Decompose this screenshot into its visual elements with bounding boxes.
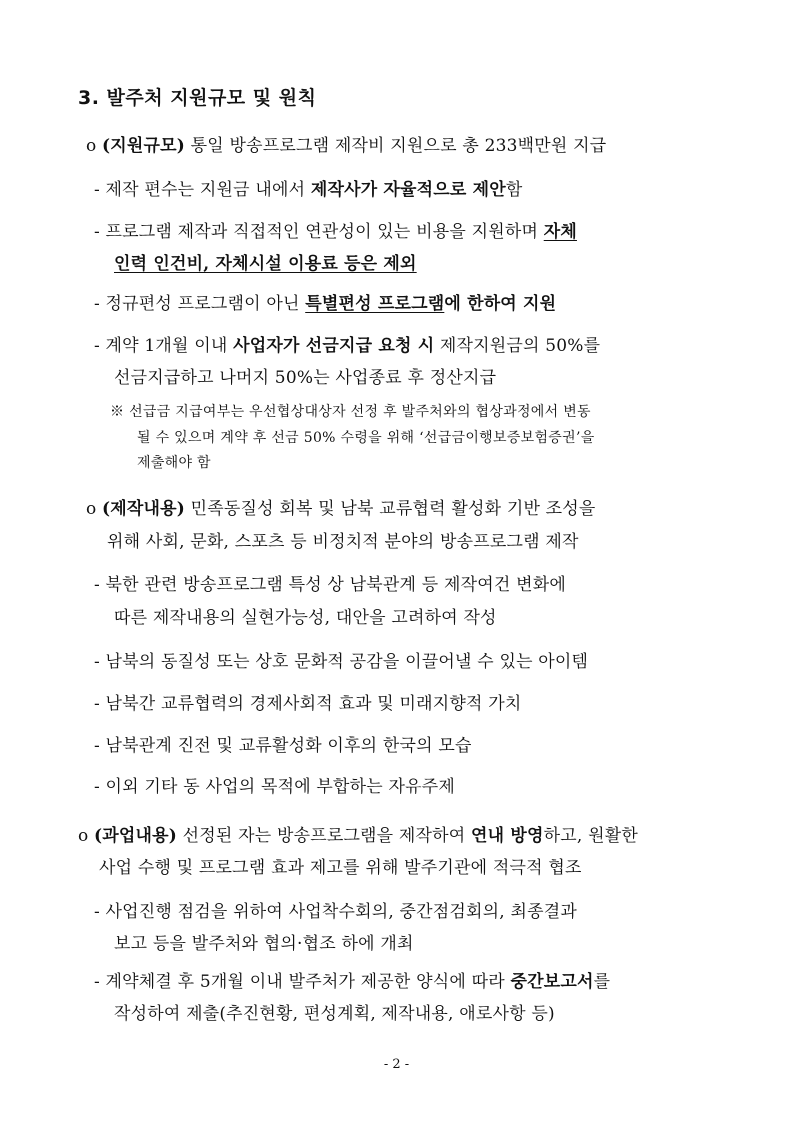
support-scale-bullet-4-cont: 선금지급하고 나머지 50%는 사업종료 후 정산지급	[114, 368, 497, 388]
support-scale-bullet-2	[94, 217, 577, 242]
production-content-bullet-1-cont: 따른 제작내용의 실현가능성, 대안을 고려하여 작성	[114, 608, 497, 628]
dash: -	[94, 652, 100, 672]
bullet-text: 제작 편수는 지원금 내에서	[99, 180, 311, 200]
bullet-text: 프로그램 제작과 직접적인 연관성이 있는 비용을 지원하며	[99, 222, 544, 242]
dash: -	[94, 972, 100, 992]
bullet-text: 계약 1개월 이내	[99, 336, 234, 356]
item-text: 선정된 자는 방송프로그램을 제작하여	[177, 826, 472, 846]
production-content-bullet-4	[94, 731, 472, 756]
task-content-bullet-1-cont: 보고 등을 발주처와 협의·협조 하에 개최	[114, 934, 414, 954]
bullet-text-tail: 제작지원금의 50%를	[434, 336, 601, 356]
bullet-marker: o	[86, 499, 97, 519]
dash: -	[94, 294, 100, 314]
dash: -	[94, 336, 100, 356]
production-content-bullet-2	[94, 647, 588, 672]
dash: -	[94, 902, 100, 922]
production-content-bullet-1	[94, 570, 566, 595]
production-content-item-cont: 위해 사회, 문화, 스포츠 등 비정치적 분야의 방송프로그램 제작	[107, 532, 579, 552]
bullet-text-tail: 를	[593, 972, 611, 992]
production-content-bullet-3	[94, 689, 522, 714]
bullet-text: 남북의 동질성 또는 상호 문화적 공감을 이끌어낼 수 있는 아이템	[99, 652, 589, 672]
bold-text: 제작사가 자율적으로 제안	[310, 180, 506, 200]
bullet-text: 사업진행 점검을 위하여 사업착수회의, 중간점검회의, 최종결과	[99, 902, 577, 922]
dash: -	[94, 736, 100, 756]
dash: -	[94, 180, 100, 200]
task-content-bullet-2-cont: 작성하여 제출(추진현황, 편성계획, 제작내용, 애로사항 등)	[114, 1004, 555, 1024]
item-label: (제작내용)	[102, 499, 186, 519]
task-content-item	[78, 821, 638, 846]
item-label: (과업내용)	[94, 826, 178, 846]
bullet-text: 계약체결 후 5개월 이내 발주처가 제공한 양식에 따라	[99, 972, 511, 992]
underlined-bold-text: 인력 인건비, 자체시설 이용료 등은 제외	[114, 254, 417, 274]
dash: -	[94, 694, 100, 714]
support-scale-bullet-1	[94, 175, 523, 200]
bullet-marker: o	[78, 826, 89, 846]
bullet-text: 북한 관련 방송프로그램 특성 상 남북관계 등 제작여건 변화에	[99, 575, 566, 595]
bold-text: 사업자가 선금지급 요청 시	[233, 336, 435, 356]
underlined-bold-text: 특별편성 프로그램	[305, 294, 445, 314]
bullet-marker: o	[86, 136, 97, 156]
production-content-bullet-5	[94, 772, 455, 797]
support-scale-bullet-3	[94, 289, 556, 314]
item-text: 민족동질성 회복 및 남북 교류협력 활성화 기반 조성을	[185, 499, 596, 519]
dash: -	[94, 222, 100, 242]
bullet-text: 남북관계 진전 및 교류활성화 이후의 한국의 모습	[99, 736, 472, 756]
bullet-text: 이외 기타 동 사업의 목적에 부합하는 자유주제	[99, 777, 455, 797]
page-number: - 2 -	[383, 1057, 410, 1072]
task-content-item-cont: 사업 수행 및 프로그램 효과 제고를 위해 발주기관에 적극적 협조	[99, 858, 582, 878]
note-text: 선급금 지급여부는 우선협상대상자 선정 후 발주처와의 협상과정에서 변동	[124, 404, 591, 420]
advance-payment-note-line2: 될 수 있으며 계약 후 선금 50% 수령을 위해 ‘선급금이행보증보험증권’을	[137, 430, 595, 446]
item-text-tail: 하고, 원활한	[543, 826, 638, 846]
support-scale-item	[86, 131, 606, 156]
bold-text: 중간보고서	[510, 972, 594, 992]
item-text: 통일 방송프로그램 제작비 지원으로 총 233백만원 지급	[185, 136, 607, 156]
bold-text: 연내 방영	[471, 826, 544, 846]
dash: -	[94, 575, 100, 595]
item-label: (지원규모)	[102, 136, 186, 156]
bold-text: 에 한하여 지원	[444, 294, 557, 314]
bullet-text-tail: 함	[505, 180, 523, 200]
production-content-item	[86, 494, 596, 519]
bullet-text: 남북간 교류협력의 경제사회적 효과 및 미래지향적 가치	[99, 694, 522, 714]
underlined-bold-text: 자체	[543, 222, 577, 242]
advance-payment-note	[110, 401, 591, 421]
support-scale-bullet-2-cont	[114, 249, 417, 274]
task-content-bullet-1	[94, 897, 577, 922]
advance-payment-note-line3: 제출해야 함	[137, 455, 211, 471]
dash: -	[94, 777, 100, 797]
note-mark: ※	[110, 404, 125, 420]
bullet-text: 정규편성 프로그램이 아닌	[99, 294, 306, 314]
support-scale-bullet-4	[94, 331, 600, 356]
section-heading: 3. 발주처 지원규모 및 원칙	[78, 87, 317, 109]
task-content-bullet-2	[94, 967, 610, 992]
